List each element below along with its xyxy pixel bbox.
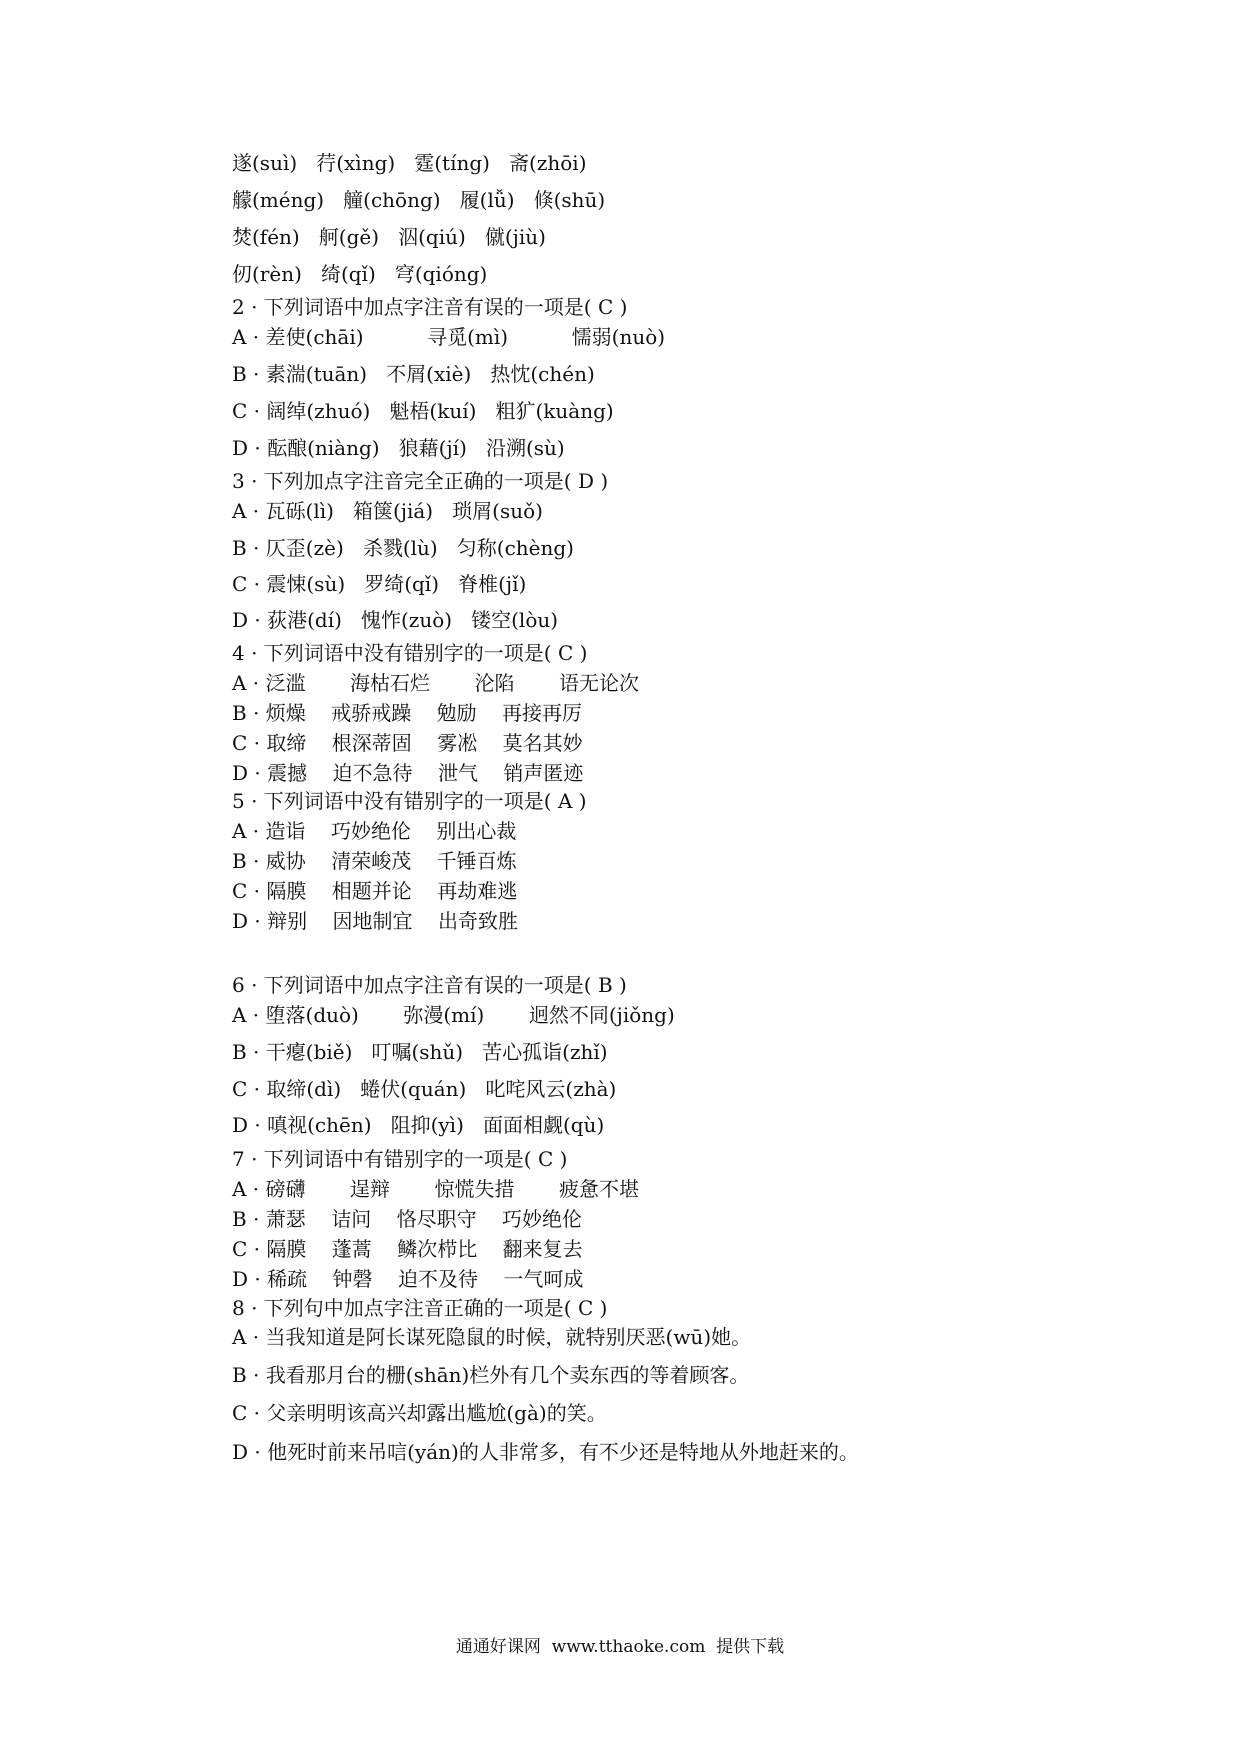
question-prompt: 4 · 下列词语中没有错别字的一项是( C ): [232, 641, 588, 665]
option-line: D · 嗔视(chēn) 阻抑(yì) 面面相觑(qù): [232, 1113, 605, 1137]
option-line: B · 素湍(tuān) 不屑(xiè) 热忱(chén): [232, 362, 595, 386]
option-line: C · 阔绰(zhuó) 魁梧(kuí) 粗犷(kuàng): [232, 399, 614, 423]
question-prompt: 8 · 下列句中加点字注音正确的一项是( C ): [232, 1296, 608, 1320]
option-line: D · 酝酿(niàng) 狼藉(jí) 沿溯(sù): [232, 436, 565, 460]
option-line: A · 磅礴 逞辩 惊慌失措 疲惫不堪: [232, 1177, 640, 1201]
option-line: A · 瓦砾(lì) 箱箧(jiá) 琐屑(suǒ): [232, 499, 543, 523]
option-line: B · 威协 清荣峻茂 千锤百炼: [232, 849, 517, 873]
option-line: A · 泛滥 海枯石烂 沦陷 语无论次: [232, 671, 640, 695]
option-line: D · 他死时前来吊唁(yán)的人非常多，有不少还是特地从外地赶来的。: [232, 1440, 859, 1464]
page-footer: 通通好课网 www.tthaoke.com 提供下载: [455, 1637, 785, 1657]
option-line: D · 稀疏 钟磬 迫不及待 一气呵成: [232, 1267, 584, 1291]
intro-line: 遂(suì) 荇(xìng) 霆(tíng) 斋(zhōi): [232, 151, 587, 175]
intro-line: 焚(fén) 舸(gě) 泅(qiú) 僦(jiù): [232, 225, 546, 249]
question-prompt: 2 · 下列词语中加点字注音有误的一项是( C ): [232, 295, 628, 319]
intro-line: 仞(rèn) 绮(qǐ) 穹(qióng): [232, 262, 488, 286]
option-line: A · 造诣 巧妙绝伦 别出心裁: [232, 819, 517, 843]
option-line: B · 我看那月台的栅(shān)栏外有几个卖东西的等着顾客。: [232, 1363, 750, 1387]
option-line: D · 荻港(dí) 愧怍(zuò) 镂空(lòu): [232, 608, 559, 632]
question-prompt: 3 · 下列加点字注音完全正确的一项是( D ): [232, 469, 609, 493]
option-line: C · 取缔(dì) 蜷伏(quán) 叱咤风云(zhà): [232, 1077, 617, 1101]
option-line: C · 隔膜 相题并论 再劫难逃: [232, 879, 518, 903]
option-line: D · 震撼 迫不急待 泄气 销声匿迹: [232, 761, 584, 785]
option-line: C · 隔膜 蓬蒿 鳞次栉比 翻来复去: [232, 1237, 583, 1261]
question-prompt: 5 · 下列词语中没有错别字的一项是( A ): [232, 789, 587, 813]
option-line: C · 父亲明明该高兴却露出尴尬(gà)的笑。: [232, 1401, 607, 1425]
intro-line: 艨(méng) 艟(chōng) 履(lǚ) 倏(shū): [232, 188, 606, 212]
option-line: C · 取缔 根深蒂固 雾凇 莫名其妙: [232, 731, 583, 755]
question-prompt: 7 · 下列词语中有错别字的一项是( C ): [232, 1147, 568, 1171]
option-line: A · 堕落(duò) 弥漫(mí) 迥然不同(jiǒng): [232, 1003, 675, 1027]
option-line: C · 震悚(sù) 罗绮(qǐ) 脊椎(jǐ): [232, 572, 527, 596]
option-line: A · 差使(chāi) 寻觅(mì) 懦弱(nuò): [232, 325, 666, 349]
option-line: B · 烦燥 戒骄戒躁 勉励 再接再厉: [232, 701, 583, 725]
option-line: B · 干瘪(biě) 叮嘱(shǔ) 苦心孤诣(zhǐ): [232, 1040, 608, 1064]
option-line: A · 当我知道是阿长谋死隐鼠的时候，就特别厌恶(wū)她。: [232, 1325, 752, 1349]
option-line: B · 仄歪(zè) 杀戮(lù) 匀称(chèng): [232, 536, 574, 560]
option-line: B · 萧瑟 诘问 恪尽职守 巧妙绝伦: [232, 1207, 583, 1231]
option-line: D · 辩别 因地制宜 出奇致胜: [232, 909, 518, 933]
question-prompt: 6 · 下列词语中加点字注音有误的一项是( B ): [232, 973, 627, 997]
